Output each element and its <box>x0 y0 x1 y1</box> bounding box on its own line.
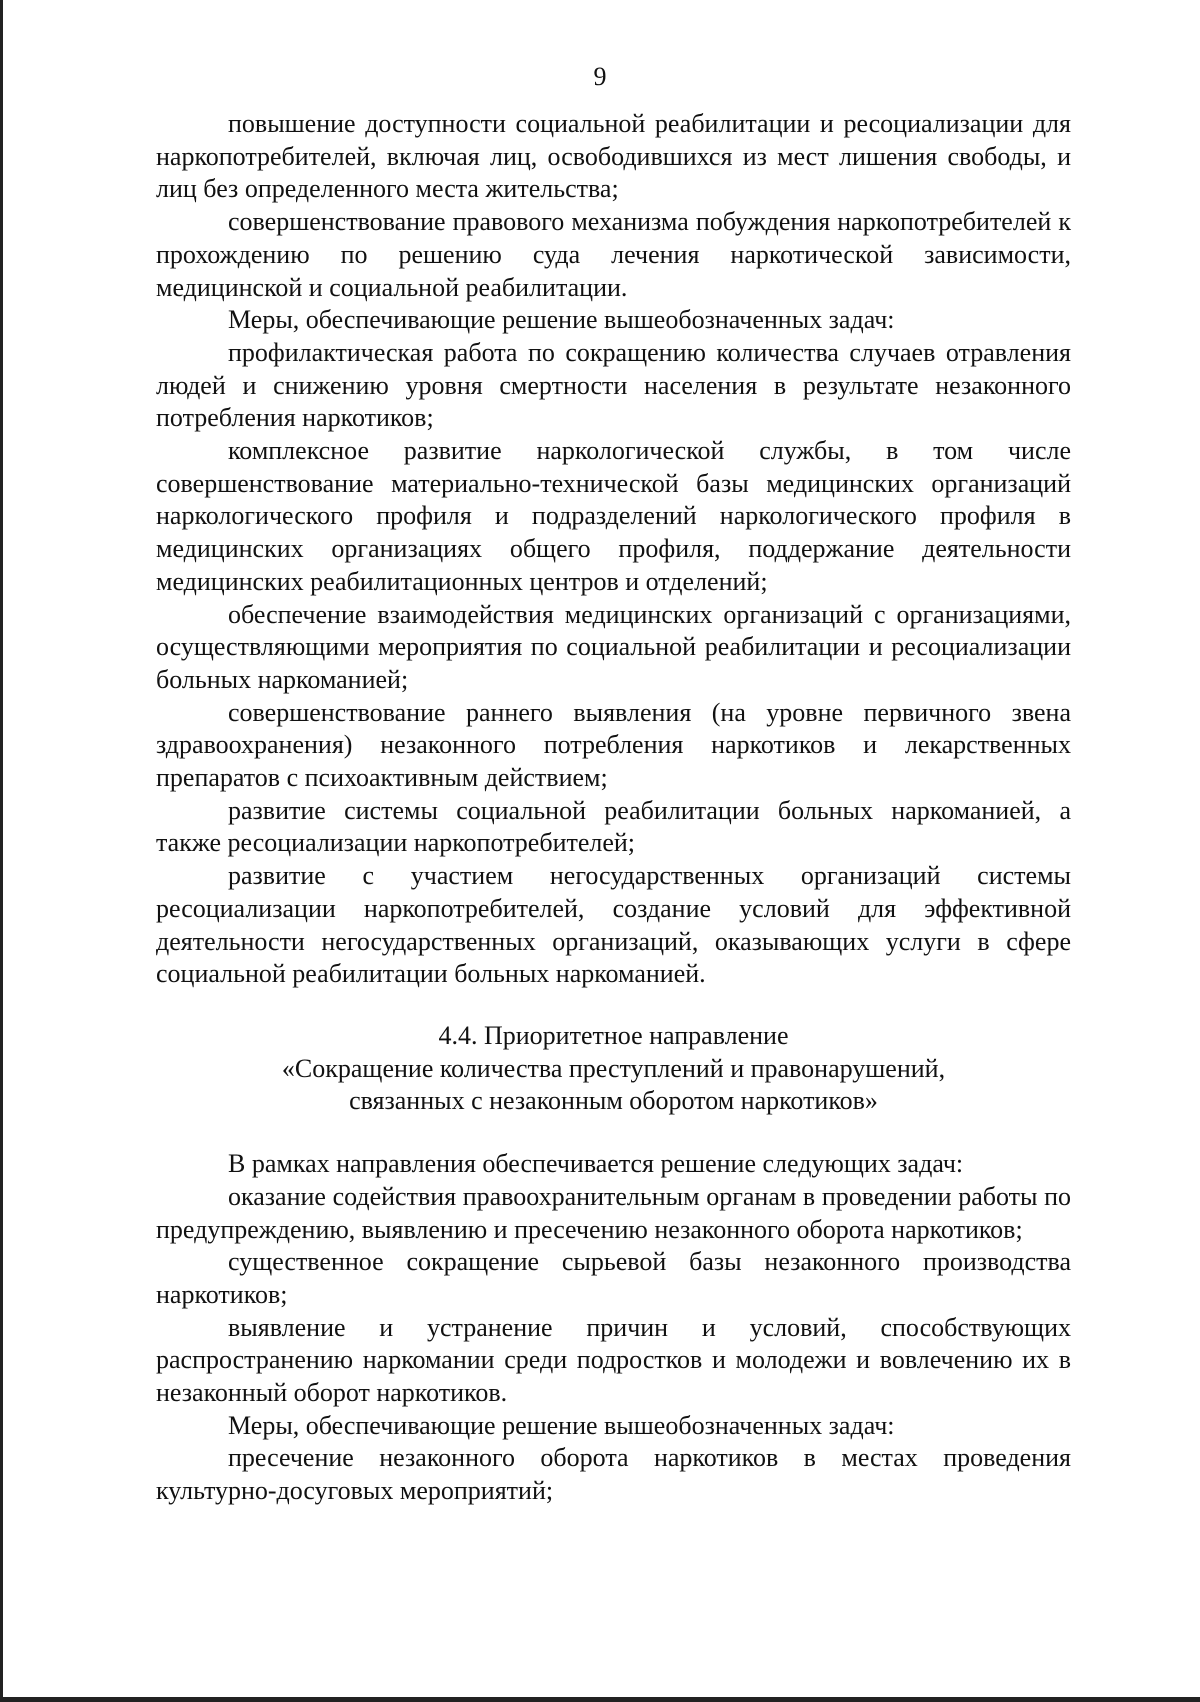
paragraph: комплексное развитие наркологической службы, в том числе совершенствование материально-технической базы медицинских организаций наркологического профиля и подразделений наркологического профиля в медицинских организациях общего профиля, поддержание деятельности медицинских реабилитационных центров и отделений; <box>156 436 1071 596</box>
scan-edge-bottom <box>0 1697 1200 1702</box>
paragraph: профилактическая работа по сокращению количества случаев отравления людей и снижению уровня смертности населения в результате незаконного потребления наркотиков; <box>156 337 1071 433</box>
paragraph: пресечение незаконного оборота наркотиков в местах проведения культурно-досуговых мероприятий; <box>156 1443 1071 1506</box>
paragraph: Меры, обеспечивающие решение вышеобозначенных задач: <box>228 1410 895 1440</box>
section-heading-title: «Сокращение количества преступлений и правонарушений, <box>281 1053 946 1083</box>
scan-edge-left <box>0 0 3 1702</box>
paragraph: совершенствование раннего выявления (на уровне первичного звена здравоохранения) незаконного потребления наркотиков и лекарственных препаратов с психоактивным действием; <box>156 697 1071 793</box>
section-heading-number: 4.4. Приоритетное направление <box>438 1020 789 1050</box>
section-heading-title-continued: связанных с незаконным оборотом наркотиков» <box>349 1086 878 1116</box>
paragraph: развитие с участием негосударственных организаций системы ресоциализации наркопотребителей, создание условий для эффективной деятельности негосударственных организаций, оказывающих услуги в сфере социальной реабилитации больных наркоманией. <box>156 861 1071 989</box>
paragraph: существенное сокращение сырьевой базы незаконного производства наркотиков; <box>156 1247 1071 1309</box>
paragraph: повышение доступности социальной реабилитации и ресоциализации для наркопотребителей, включая лиц, освободившихся из мест лишения свободы, и лиц без определенного места жительства; <box>156 109 1071 204</box>
document-body <box>156 108 1071 1508</box>
paragraph: В рамках направления обеспечивается решение следующих задач: <box>228 1149 964 1179</box>
section-heading <box>156 1020 1071 1118</box>
page-number: 9 <box>593 62 607 91</box>
paragraph: совершенствование правового механизма побуждения наркопотребителей к прохождению по решению суда лечения наркотической зависимости, медицинской и социальной реабилитации. <box>156 207 1071 302</box>
paragraph: Меры, обеспечивающие решение вышеобозначенных задач: <box>228 305 895 335</box>
paragraph: развитие системы социальной реабилитации больных наркоманией, а также ресоциализации наркопотребителей; <box>156 795 1071 858</box>
paragraph: оказание содействия правоохранительным органам в проведении работы по предупреждению, выявлению и пресечению незаконного оборота наркотиков; <box>156 1181 1071 1244</box>
paragraph: выявление и устранение причин и условий, способствующих распространению наркомании среди подростков и молодежи и вовлечению их в незаконный оборот наркотиков. <box>156 1312 1071 1408</box>
paragraph: обеспечение взаимодействия медицинских организаций с организациями, осуществляющими мероприятия по социальной реабилитации и ресоциализации больных наркоманией; <box>156 599 1071 694</box>
